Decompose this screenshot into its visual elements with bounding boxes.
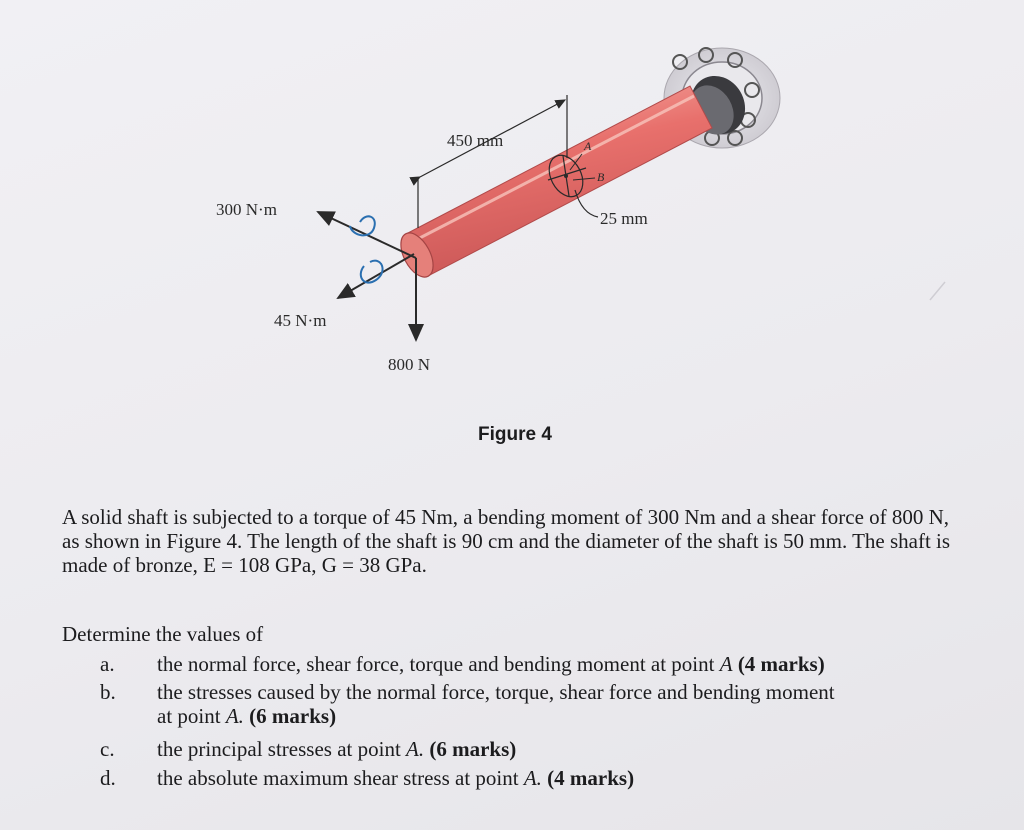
question-marks: (6 marks) <box>249 704 337 728</box>
point-b-label: B <box>597 170 605 184</box>
figure-caption: Figure 4 <box>478 424 552 445</box>
shear-force-label: 800 N <box>388 355 431 374</box>
question-marks: (4 marks) <box>547 766 635 790</box>
moment-curl-icons <box>350 216 383 282</box>
question-letter: a. <box>100 652 115 676</box>
question-marks: (6 marks) <box>429 737 517 761</box>
question-point: A <box>719 652 733 676</box>
question-point: A. <box>225 704 244 728</box>
question-letter: b. <box>100 680 116 704</box>
question-point: A. <box>406 737 425 761</box>
question-text: the principal stresses at point <box>157 737 407 761</box>
question-letter: d. <box>100 766 116 790</box>
torque-label: 45 N·m <box>274 311 327 330</box>
question-point: A. <box>523 766 542 790</box>
question-letter: c. <box>100 737 115 761</box>
question-intro: Determine the values of <box>62 622 264 646</box>
question-text: the absolute maximum shear stress at point <box>157 766 524 790</box>
problem-statement: A solid shaft is subjected to a torque of 45 Nm, a bending moment of 300 Nm and a shear force of 800 N, as shown in Figure 4. The length of the shaft is 90 cm and the diameter of the shaft is 50 mm. The shaft is made of bronze, E = 108 GPa, G = 38 GPa. <box>62 505 951 577</box>
load-arrows <box>318 212 416 340</box>
question-text: the stresses caused by the normal force, torque, shear force and bending moment <box>157 680 835 704</box>
question-text: the normal force, shear force, torque and bending moment at point <box>157 652 720 676</box>
point-a-label: A <box>584 139 592 153</box>
length-label: 450 mm <box>447 131 504 150</box>
question-text-cont: at point <box>157 704 226 728</box>
radius-label: 25 mm <box>600 209 648 228</box>
bending-moment-label: 300 N·m <box>216 200 277 219</box>
stray-mark <box>930 282 945 300</box>
question-marks: (4 marks) <box>737 652 825 676</box>
